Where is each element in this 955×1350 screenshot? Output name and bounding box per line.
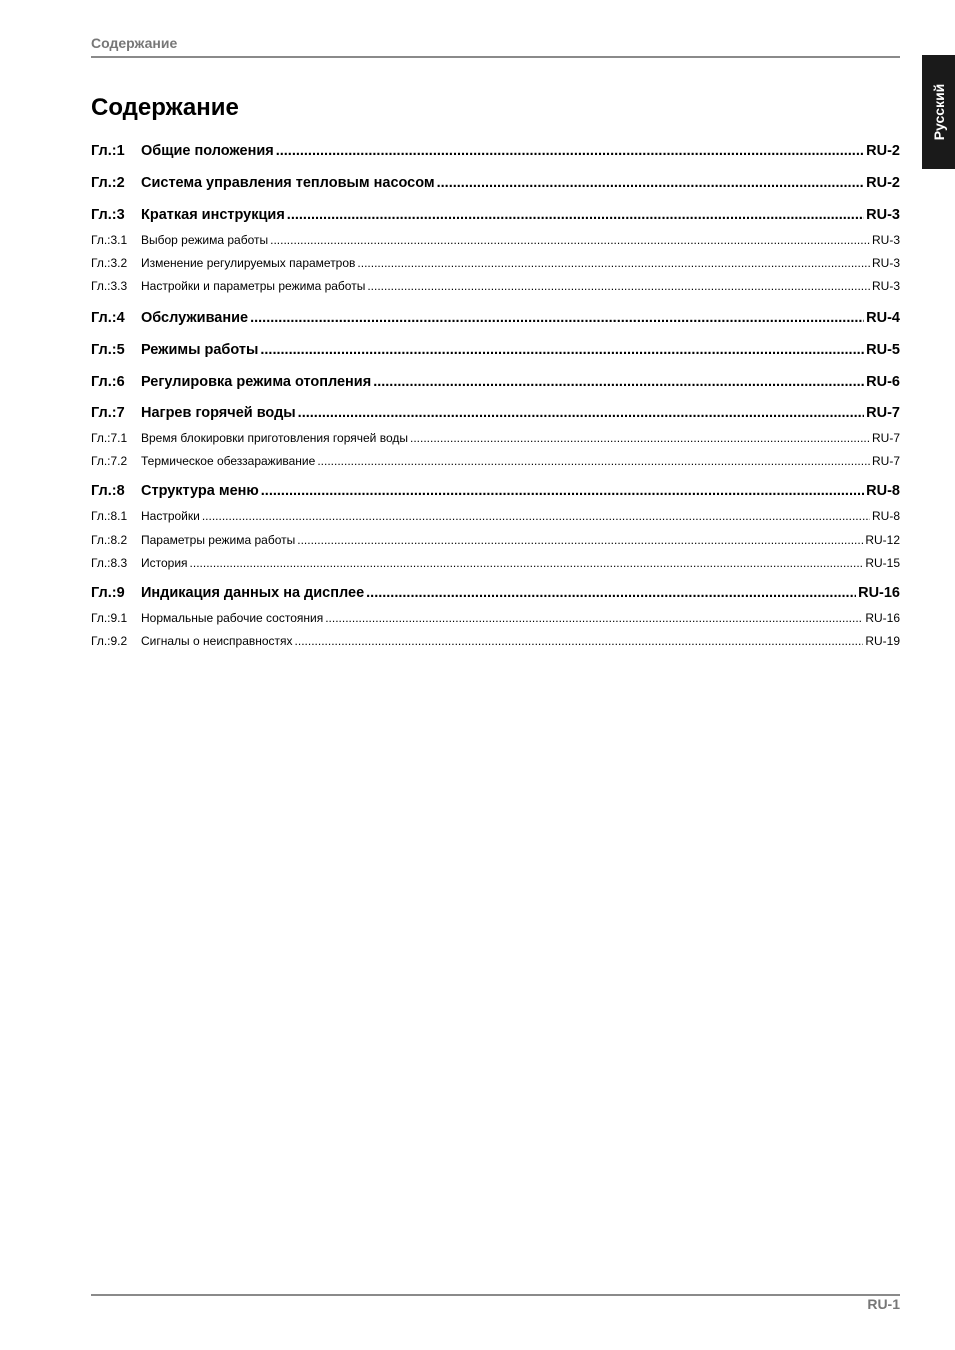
toc-entry-title: Нагрев горячей воды (141, 405, 296, 421)
toc-entry-number: Гл.:8.3 (91, 556, 128, 570)
toc-entry[interactable] (91, 233, 900, 247)
toc-dot-leader (270, 233, 870, 247)
toc-entry-page: RU-7 (871, 431, 900, 445)
toc-dot-leader (367, 279, 870, 293)
language-tab-label: Русский (930, 83, 947, 141)
toc-dot-leader (295, 634, 864, 648)
toc-dot-leader (437, 175, 865, 191)
toc-entry-title: Настройки и параметры режима работы (141, 279, 366, 293)
running-header: Содержание (91, 35, 178, 51)
toc-entry-page: RU-7 (866, 405, 900, 421)
page-title: Содержание (91, 94, 239, 121)
toc-entry-title: Настройки (141, 509, 200, 523)
toc-entry-title: Общие положения (141, 143, 274, 159)
toc-entry[interactable] (91, 175, 900, 191)
language-tab (922, 55, 955, 169)
toc-entry-number: Гл.:9.2 (91, 634, 128, 648)
toc-entry-page: RU-15 (865, 556, 900, 570)
toc-dot-leader (260, 342, 864, 358)
toc-dot-leader (202, 509, 870, 523)
toc-entry-title: Обслуживание (141, 310, 249, 326)
toc-entry[interactable] (91, 342, 900, 358)
toc-entry[interactable] (91, 585, 900, 601)
toc-dot-leader (298, 405, 864, 421)
toc-entry[interactable] (91, 143, 900, 159)
toc-entry-number: Гл.:2 (91, 175, 125, 191)
header-divider (91, 56, 900, 58)
toc-entry-page: RU-8 (866, 483, 900, 499)
toc-dot-leader (276, 143, 864, 159)
footer-divider (91, 1294, 900, 1296)
toc-entry-number: Гл.:4 (91, 310, 125, 326)
toc-entry-page: RU-19 (865, 634, 900, 648)
toc-entry-page: RU-4 (866, 310, 900, 326)
toc-dot-leader (357, 256, 870, 270)
toc-dot-leader (190, 556, 864, 570)
toc-dot-leader (366, 585, 856, 601)
toc-entry-number: Гл.:9.1 (91, 611, 128, 625)
toc-entry-title: Нормальные рабочие состояния (141, 611, 324, 625)
toc-entry-page: RU-12 (865, 533, 900, 547)
toc-entry[interactable] (91, 483, 900, 499)
toc-entry-number: Гл.:3.3 (91, 279, 128, 293)
toc-entry-number: Гл.:1 (91, 143, 125, 159)
toc-entry-page: RU-16 (858, 585, 900, 601)
toc-entry-page: RU-3 (871, 279, 900, 293)
toc-entry-number: Гл.:3 (91, 207, 125, 223)
toc-entry-number: Гл.:3.2 (91, 256, 128, 270)
toc-entry-page: RU-6 (866, 374, 900, 390)
toc-entry-number: Гл.:6 (91, 374, 125, 390)
toc-entry-number: Гл.:3.1 (91, 233, 128, 247)
toc-dot-leader (287, 207, 864, 223)
toc-entry[interactable] (91, 454, 900, 468)
toc-entry[interactable] (91, 533, 900, 547)
toc-dot-leader (261, 483, 864, 499)
toc-entry-title: История (141, 556, 188, 570)
toc-entry-title: Индикация данных на дисплее (141, 585, 365, 601)
toc-entry-number: Гл.:7 (91, 405, 125, 421)
toc-entry-page: RU-8 (871, 509, 900, 523)
toc-entry-title: Термическое обеззараживание (141, 454, 316, 468)
toc-entry[interactable] (91, 556, 900, 570)
toc-entry-page: RU-5 (866, 342, 900, 358)
toc-entry-title: Сигналы о неисправностях (141, 634, 293, 648)
toc-dot-leader (410, 431, 870, 445)
toc-entry[interactable] (91, 509, 900, 523)
toc-dot-leader (317, 454, 870, 468)
toc-dot-leader (325, 611, 863, 625)
toc-entry-title: Режимы работы (141, 342, 259, 358)
toc-entry[interactable] (91, 279, 900, 293)
toc-entry[interactable] (91, 634, 900, 648)
toc-entry[interactable] (91, 207, 900, 223)
page-number: RU-1 (867, 1296, 900, 1312)
toc-entry[interactable] (91, 310, 900, 326)
toc-entry[interactable] (91, 611, 900, 625)
toc-entry[interactable] (91, 374, 900, 390)
toc-entry-title: Система управления тепловым насосом (141, 175, 435, 191)
toc-entry-page: RU-16 (865, 611, 900, 625)
toc-entry-page: RU-3 (866, 207, 900, 223)
toc-entry-number: Гл.:9 (91, 585, 125, 601)
toc-entry-number: Гл.:8.1 (91, 509, 128, 523)
toc-entry-title: Изменение регулируемых параметров (141, 256, 356, 270)
toc-entry-page: RU-3 (871, 233, 900, 247)
toc-entry-number: Гл.:7.2 (91, 454, 128, 468)
toc-entry-number: Гл.:8 (91, 483, 125, 499)
toc-entry-title: Структура меню (141, 483, 259, 499)
toc-dot-leader (373, 374, 864, 390)
toc-entry[interactable] (91, 256, 900, 270)
toc-entry-number: Гл.:7.1 (91, 431, 128, 445)
toc-entry-title: Параметры режима работы (141, 533, 296, 547)
toc-entry[interactable] (91, 431, 900, 445)
toc-entry-title: Регулировка режима отопления (141, 374, 372, 390)
toc-entry[interactable] (91, 405, 900, 421)
toc-entry-page: RU-2 (866, 175, 900, 191)
toc-entry-page: RU-2 (866, 143, 900, 159)
toc-entry-title: Краткая инструкция (141, 207, 285, 223)
toc-entry-title: Выбор режима работы (141, 233, 269, 247)
toc-dot-leader (297, 533, 863, 547)
toc-entry-title: Время блокировки приготовления горячей воды (141, 431, 408, 445)
toc-entry-page: RU-7 (871, 454, 900, 468)
toc-entry-number: Гл.:8.2 (91, 533, 128, 547)
toc-entry-number: Гл.:5 (91, 342, 125, 358)
toc-dot-leader (250, 310, 864, 326)
toc-entry-page: RU-3 (871, 256, 900, 270)
